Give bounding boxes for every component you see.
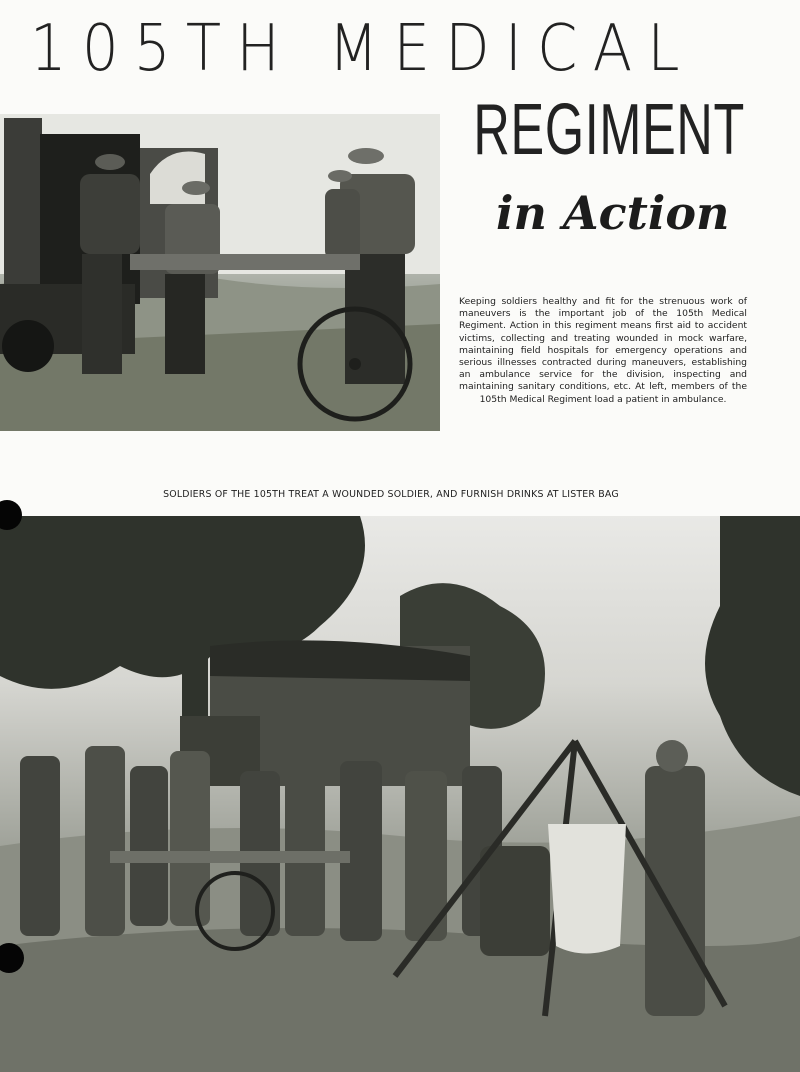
page-title-line3: in Action xyxy=(496,186,730,240)
page-title-line2: REGIMENT xyxy=(473,90,745,170)
ambulance-loading-photo xyxy=(0,114,440,431)
field-treatment-photo xyxy=(0,516,800,1072)
page-title-line1: 105TH MEDICAL xyxy=(30,12,695,86)
field-treatment-illustration xyxy=(0,516,800,1072)
ambulance-loading-illustration xyxy=(0,114,440,431)
photo-caption: SOLDIERS OF THE 105TH TREAT A WOUNDED SOLDIER, AND FURNISH DRINKS AT LISTER BAG xyxy=(163,489,619,500)
body-paragraph: Keeping soldiers healthy and fit for the strenuous work of maneuvers is the important job of the 105th Medical Regiment. Action in this regiment means first aid to accident victims, collecting and treating wounded in mock warfare, maintaining field hospitals for emergency operations and serious illnesses contracted during maneuvers, establishing an ambulance service for the division, inspecting and maintaining sanitary conditions, etc. At left, members of the 105th Medical Regiment load a patient in ambulance. xyxy=(459,296,747,405)
